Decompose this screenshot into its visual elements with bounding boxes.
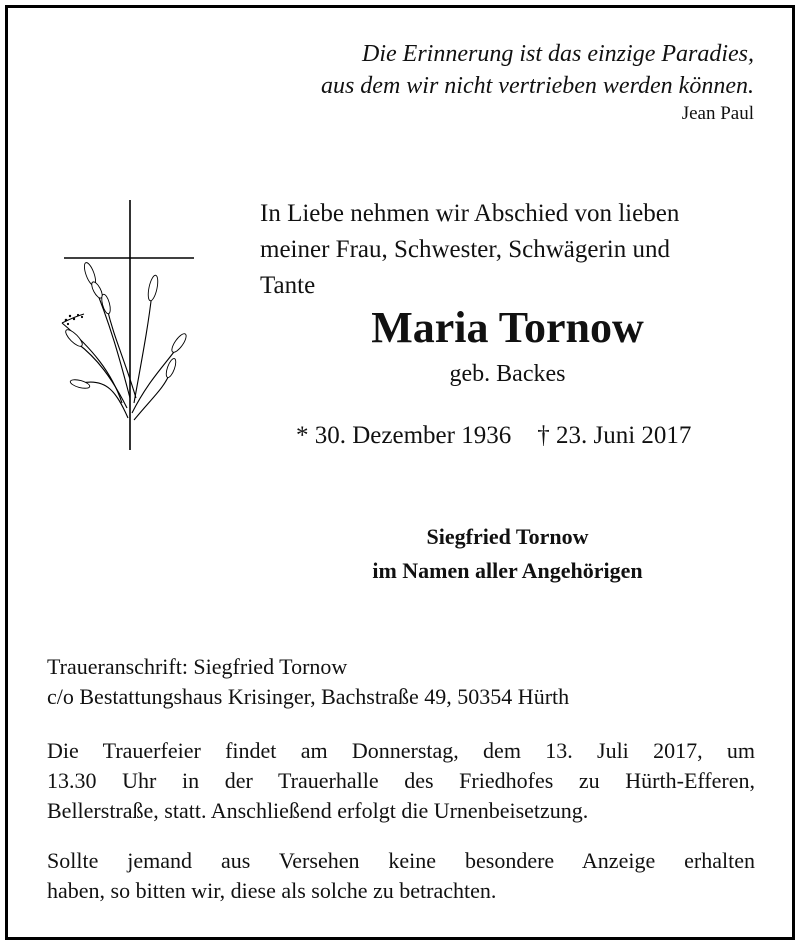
signer-note: im Namen aller Angehörigen (372, 558, 643, 583)
notice-line-2: haben, so bitten wir, diese als solche zu betrachten. (47, 878, 497, 903)
signer-name: Siegfried Tornow (426, 524, 589, 549)
ceremony-line-3: Bellerstraße, statt. Anschließend erfolgt die Urnenbeisetzung. (47, 798, 589, 823)
ceremony-line-2: 13.30 Uhr in der Trauerhalle des Friedhofes zu Hürth-Efferen, (47, 768, 755, 793)
mourning-address (47, 652, 757, 712)
address-line-2: c/o Bestattungshaus Krisinger, Bachstraße 49, 50354 Hürth (47, 684, 570, 709)
deceased-name: Maria Tornow (371, 303, 644, 352)
notice-paragraph (47, 846, 755, 906)
address-line-1: Traueranschrift: Siegfried Tornow (47, 654, 348, 679)
ceremony-line-1: Die Trauerfeier findet am Donnerstag, dem 13. Juli 2017, um (47, 738, 755, 763)
signers-block (260, 520, 755, 588)
epigraph-quote (321, 38, 754, 102)
quote-line-2: aus dem wir nicht vertrieben werden können. (320, 73, 754, 99)
cross-with-wheat-icon (52, 198, 202, 453)
maiden-name: geb. Backes (449, 361, 566, 387)
intro-line-3: Tante (260, 272, 316, 299)
birth-date: * 30. Dezember 1936 (296, 422, 512, 449)
notice-line-1: Sollte jemand aus Versehen keine besondere Anzeige erhalten (47, 848, 755, 873)
quote-line-1: Die Erinnerung ist das einzige Paradies, (362, 41, 754, 67)
quote-author: Jean Paul (681, 103, 754, 124)
intro-line-2: meiner Frau, Schwester, Schwägerin und (260, 236, 670, 263)
death-date: † 23. Juni 2017 (537, 422, 692, 449)
intro-line-1: In Liebe nehmen wir Abschied von lieben (260, 200, 680, 227)
ceremony-paragraph (47, 736, 755, 826)
life-dates (296, 420, 691, 452)
farewell-intro (260, 196, 770, 304)
